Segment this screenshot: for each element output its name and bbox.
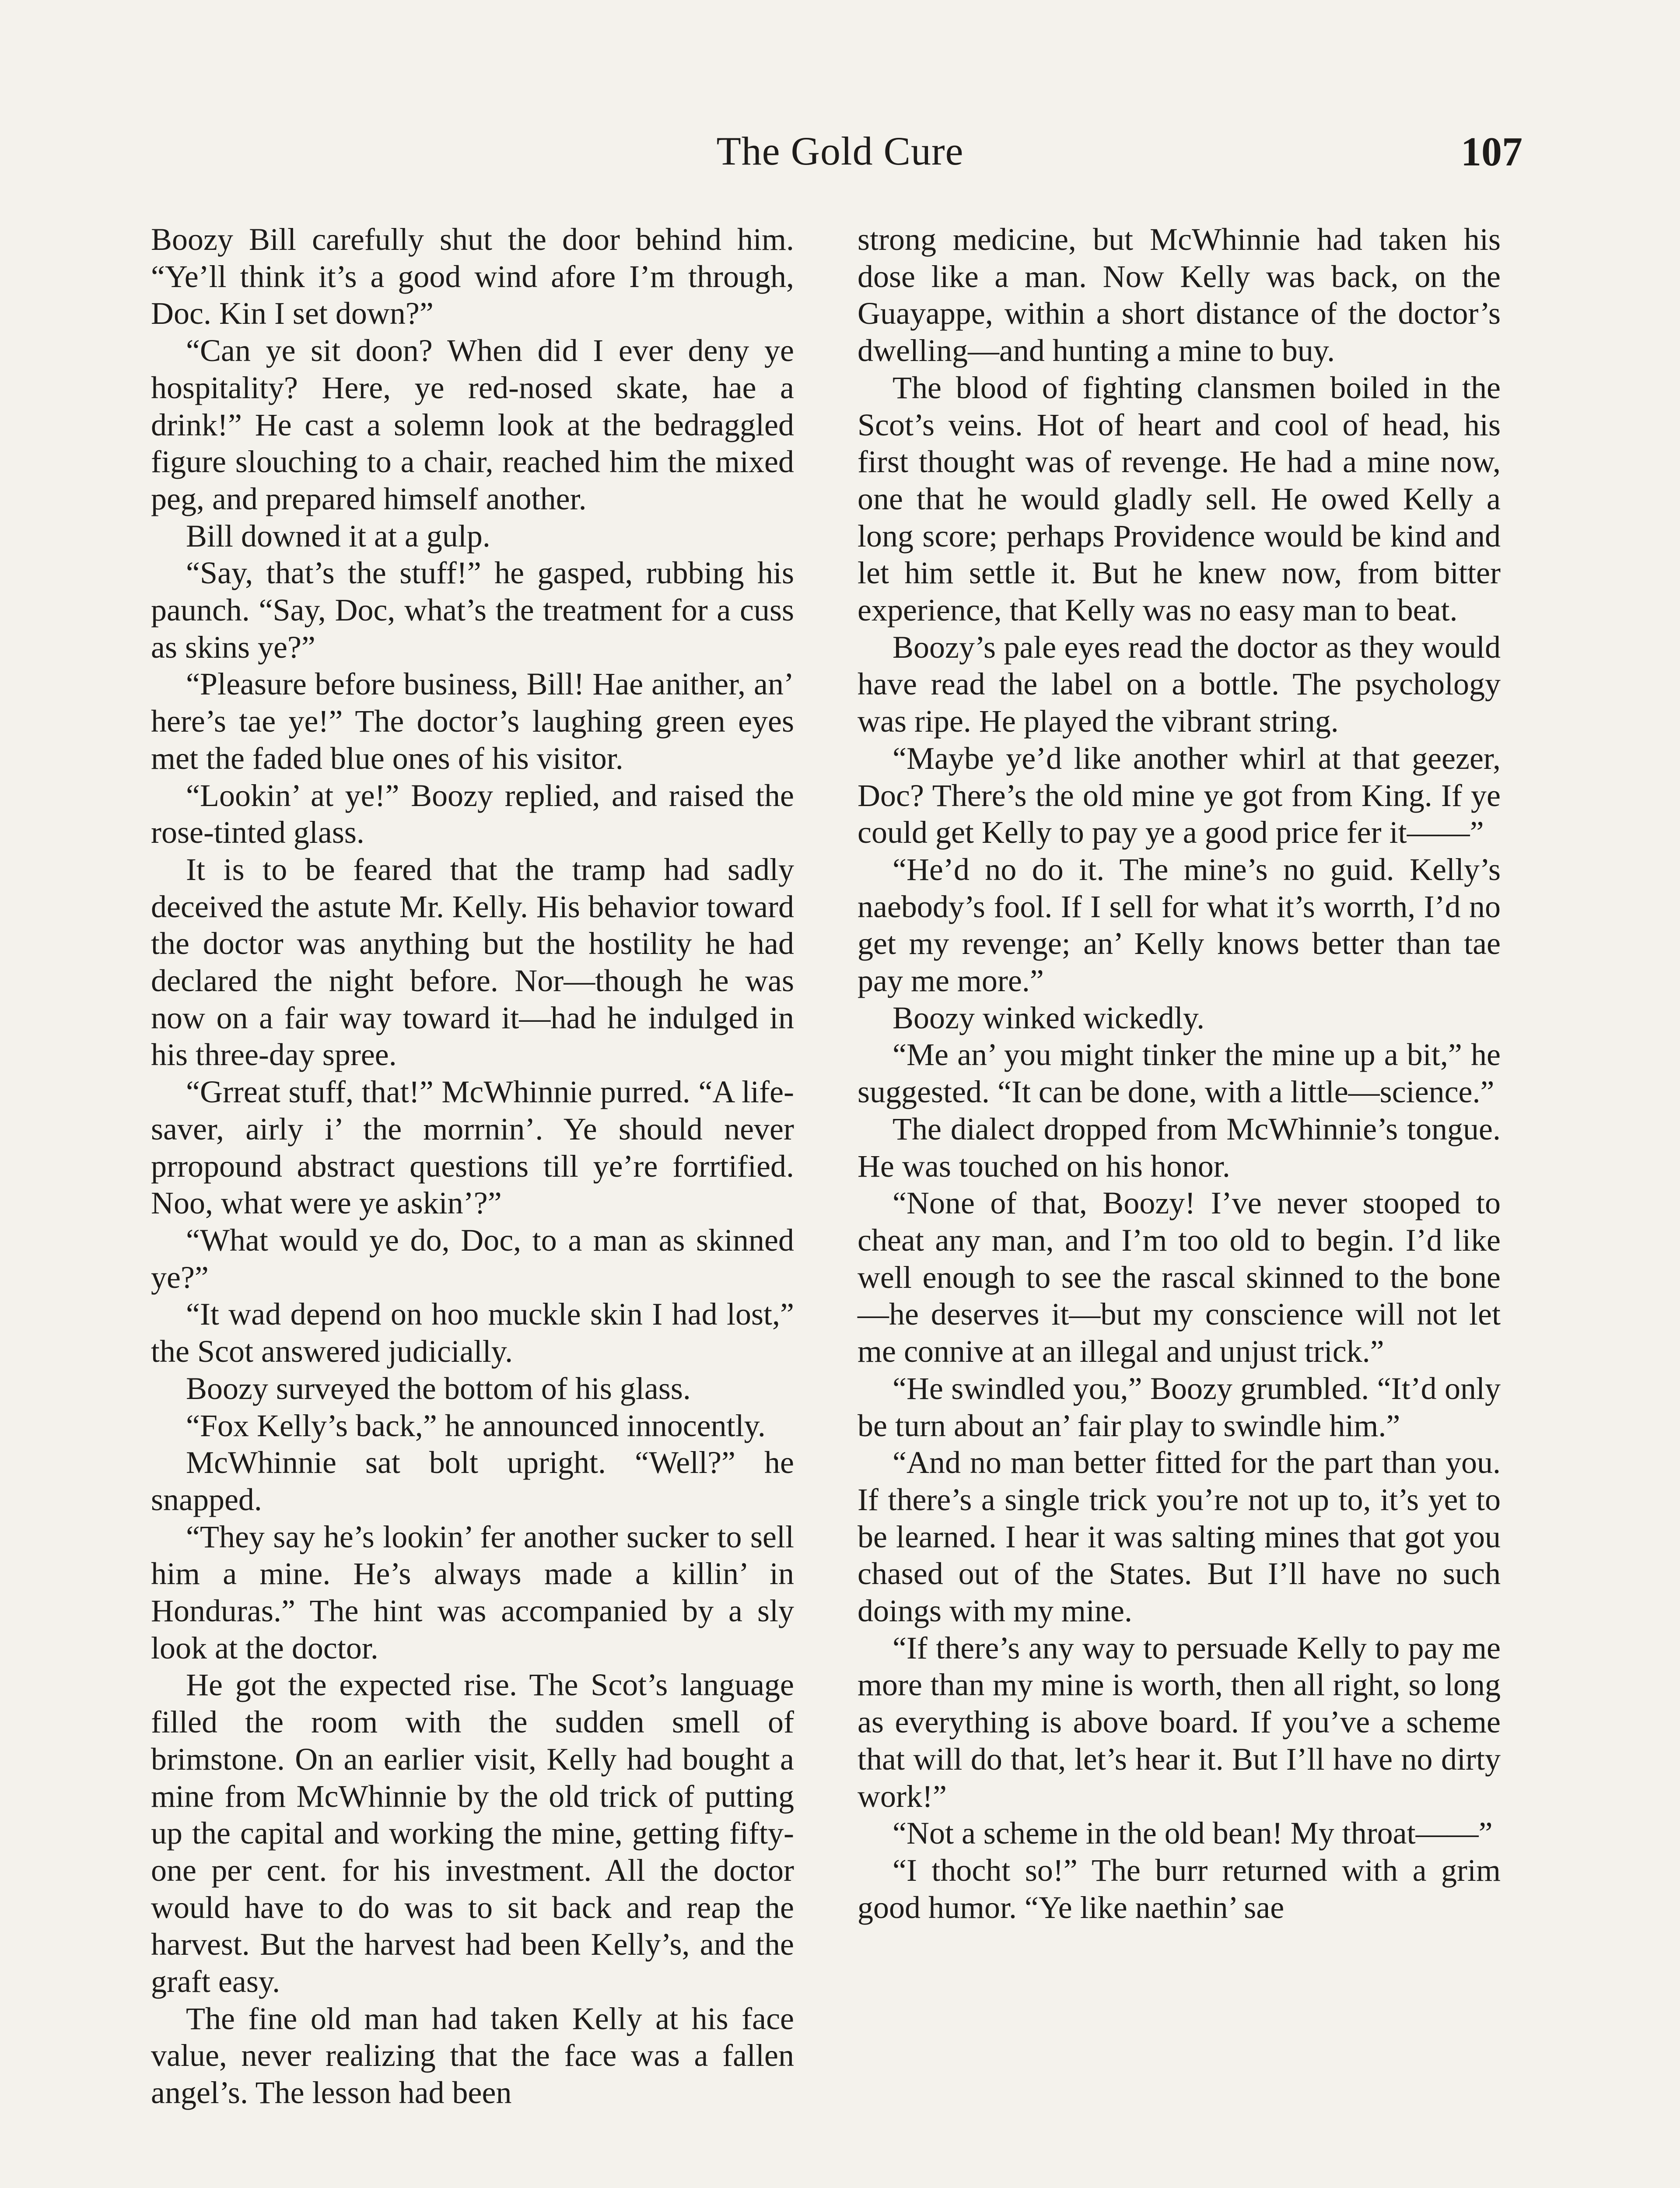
paragraph: “Pleasure before business, Bill! Hae anither, an’ here’s tae ye!” The doctor’s laughing green eyes met the faded blue ones of his visitor. (151, 666, 794, 776)
paragraph: The fine old man had taken Kelly at his face value, never realizing that the face was a fallen angel’s. The lesson had been (151, 2001, 794, 2111)
paragraph: “Lookin’ at ye!” Boozy replied, and raised the rose-tinted glass. (151, 778, 794, 850)
paragraph: “None of that, Boozy! I’ve never stooped to cheat any man, and I’m too old to begin. I’d like well enough to see the rascal skinned to the bone—he deserves it—but my conscience will not let me connive at an illegal and unjust trick.” (858, 1185, 1501, 1369)
paragraph: “What would ye do, Doc, to a man as skinned ye?” (151, 1222, 794, 1295)
paragraph: “He swindled you,” Boozy grumbled. “It’d only be turn about an’ fair play to swindle him.” (858, 1371, 1501, 1443)
paragraph: The blood of fighting clansmen boiled in the Scot’s veins. Hot of heart and cool of head, his first thought was of revenge. He had a mine now, one that he would gladly sell. He owed Kelly a long score; perhaps Providence would be kind and let him settle it. But he knew now, from bitter experience, that Kelly was no easy man to beat. (858, 370, 1501, 628)
paragraph: “Fox Kelly’s back,” he announced innocently. (186, 1408, 766, 1443)
left-column (151, 221, 794, 2111)
paragraph: “He’d no do it. The mine’s no guid. Kelly’s naebody’s fool. If I sell for what it’s worrth, I’d no get my revenge; an’ Kelly knows better than tae pay me more.” (858, 852, 1501, 999)
paragraph: It is to be feared that the tramp had sadly deceived the astute Mr. Kelly. His behavior toward the doctor was anything but the hostility he had declared the night before. Nor—though he was now on a fair way toward it—had he indulged in his three-day spree. (151, 852, 794, 1073)
paragraph: Bill downed it at a gulp. (186, 518, 490, 554)
paragraph: Boozy winked wickedly. (892, 1000, 1205, 1035)
paragraph: Boozy’s pale eyes read the doctor as they would have read the label on a bottle. The psychology was ripe. He played the vibrant string. (858, 629, 1501, 739)
paragraph: The dialect dropped from McWhinnie’s tongue. He was touched on his honor. (858, 1111, 1501, 1184)
paragraph: He got the expected rise. The Scot’s language filled the room with the sudden smell of brimstone. On an earlier visit, Kelly had bought a mine from McWhinnie by the old trick of putting up the capital and working the mine, getting fifty-one per cent. for his investment. All the doctor would have to do was to sit back and reap the harvest. But the harvest had been Kelly’s, and the graft easy. (151, 1667, 794, 1999)
paragraph: Boozy surveyed the bottom of his glass. (186, 1371, 691, 1406)
paragraph: McWhinnie sat bolt upright. “Well?” he snapped. (151, 1445, 794, 1517)
page-number: 107 (1461, 129, 1522, 175)
paragraph: “If there’s any way to persuade Kelly to pay me more than my mine is worth, then all right, so long as everything is above board. If you’ve a scheme that will do that, let’s hear it. But I’ll have no dirty work!” (858, 1630, 1501, 1814)
paragraph: “Not a scheme in the old bean! My throat——” (892, 1816, 1493, 1851)
paragraph: “Grreat stuff, that!” McWhinnie purred. “A life-saver, airly i’ the morrnin’. Ye should never prropound abstract questions till ye’re forrtified. Noo, what were ye askin’?” (151, 1074, 794, 1221)
running-title: The Gold Cure (716, 129, 964, 173)
paragraph: Boozy Bill carefully shut the door behind him. “Ye’ll think it’s a good wind afore I’m through, Doc. Kin I set down?” (151, 222, 794, 331)
paragraph: “Say, that’s the stuff!” he gasped, rubbing his paunch. “Say, Doc, what’s the treatment for a cuss as skins ye?” (151, 555, 794, 665)
paragraph: “I thocht so!” The burr returned with a grim good humor. “Ye like naethin’ sae (858, 1852, 1501, 1925)
paragraph: “It wad depend on hoo muckle skin I had lost,” the Scot answered judicially. (151, 1297, 794, 1369)
paragraph: “They say he’s lookin’ fer another sucker to sell him a mine. He’s always made a killin’ in Honduras.” The hint was accompanied by a sly look at the doctor. (151, 1519, 794, 1666)
paragraph: strong medicine, but McWhinnie had taken his dose like a man. Now Kelly was back, on the Guayappe, within a short distance of the doctor’s dwelling—and hunting a mine to buy. (858, 222, 1501, 368)
paragraph: “Can ye sit doon? When did I ever deny ye hospitality? Here, ye red-nosed skate, hae a drink!” He cast a solemn look at the bedraggled figure slouching to a chair, reached him the mixed peg, and prepared himself another. (151, 333, 794, 516)
paragraph: “Maybe ye’d like another whirl at that geezer, Doc? There’s the old mine ye got from King. If ye could get Kelly to pay ye a good price fer it——” (858, 740, 1501, 850)
paragraph: “And no man better fitted for the part than you. If there’s a single trick you’re not up to, it’s yet to be learned. I hear it was salting mines that got you chased out of the States. But I’ll have no such doings with my mine. (858, 1445, 1501, 1629)
right-column (858, 221, 1501, 1926)
paragraph: “Me an’ you might tinker the mine up a bit,” he suggested. “It can be done, with a little—science.” (858, 1037, 1501, 1110)
